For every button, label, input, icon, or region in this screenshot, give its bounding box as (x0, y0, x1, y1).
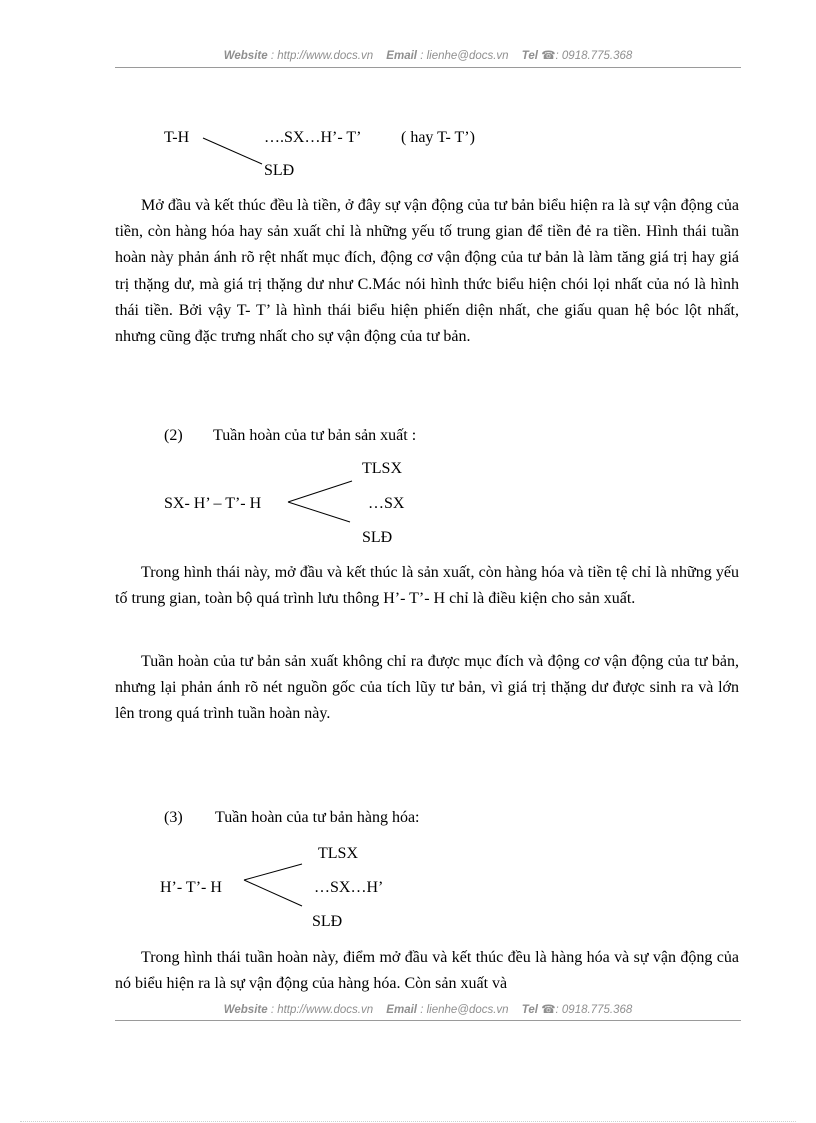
formula2-mid: …SX (368, 495, 405, 512)
formula3-mid: …SX…H’ (314, 879, 384, 896)
formula2-top: TLSX (362, 460, 402, 477)
email-value[interactable]: : lienhe@docs.vn (420, 50, 509, 62)
tel-value: : 0918.775.368 (555, 1004, 633, 1016)
formula1-alt: ( hay T- T’) (401, 129, 475, 146)
paragraph-2: Trong hình thái này, mở đầu và kết thúc là sản xuất, còn hàng hóa và tiền tệ chỉ là những yếu tố trung gian, toàn bộ quá trình lưu thông H’- T’- H chỉ là điều kiện cho sản xuất. (115, 564, 739, 608)
formula3-bottom: SLĐ (312, 913, 343, 930)
tel-label: Tel (521, 1004, 538, 1016)
paragraph-3: Tuần hoàn của tư bản sản xuất không chỉ ra được mục đích và động cơ vận động của tư bản, nhưng lại phản ánh rõ nét nguồn gốc của tích lũy tư bản, vì giá trị thặng dư được sinh ra và lớn lên trong quá trình tuần hoàn này. (115, 653, 739, 723)
website-value[interactable]: : http://www.docs.vn (270, 50, 374, 62)
formula1-right: ….SX…H’- T’ (264, 129, 362, 146)
website-label: Website (223, 1004, 268, 1016)
formula3-left: H’- T’- H (160, 879, 222, 896)
formula2-left: SX- H’ – T’- H (164, 495, 262, 512)
section2-title: Tuần hoàn của tư bản sản xuất : (213, 427, 417, 444)
paragraph-1: Mở đầu và kết thúc đều là tiền, ở đây sự vận động của tư bản biểu hiện ra là sự vận động của tiền, còn hàng hóa hay sản xuất chỉ là những yếu tố trung gian để tiền đẻ ra tiền. Hình thái tuần hoàn này phản ánh rõ rệt nhất mục đích, động cơ vận động của tư bản là làm tăng giá trị hay giá trị thặng dư, mà giá trị thặng dư như C.Mác nói hình thức biểu hiện chói lọi nhất của nó là hình thái tiền. Bởi vậy T- T’ là hình thái biểu hiện phiến diện nhất, che giấu quan hệ bóc lột nhất, nhưng cũng đặc trưng nhất cho sự vận động của tư bản. (115, 197, 739, 346)
phone-icon: ☎ (541, 50, 556, 62)
email-label: Email (386, 1004, 417, 1016)
formula1-bottom: SLĐ (264, 162, 295, 179)
paragraph-4: Trong hình thái tuần hoàn này, điểm mở đầu và kết thúc đều là hàng hóa và sự vận động của nó biểu hiện ra là sự vận động của hàng hóa. Còn sản xuất và (115, 949, 739, 993)
website-label: Website (223, 50, 268, 62)
phone-icon: ☎ (541, 1004, 556, 1016)
formula2-bottom: SLĐ (362, 529, 393, 546)
page-header-bottom (115, 1002, 741, 1016)
section3-number: (3) (164, 809, 183, 826)
website-value[interactable]: : http://www.docs.vn (270, 1004, 374, 1016)
formula1-left: T-H (164, 129, 190, 146)
page-bottom-dotted-edge (20, 1121, 796, 1122)
footer-rule (115, 1020, 741, 1021)
section3-title: Tuần hoàn của tư bản hàng hóa: (215, 809, 420, 826)
formula3-top: TLSX (318, 845, 358, 862)
tel-value: : 0918.775.368 (555, 50, 633, 62)
tel-label: Tel (521, 50, 538, 62)
email-value[interactable]: : lienhe@docs.vn (420, 1004, 509, 1016)
email-label: Email (386, 50, 417, 62)
section2-number: (2) (164, 427, 183, 444)
